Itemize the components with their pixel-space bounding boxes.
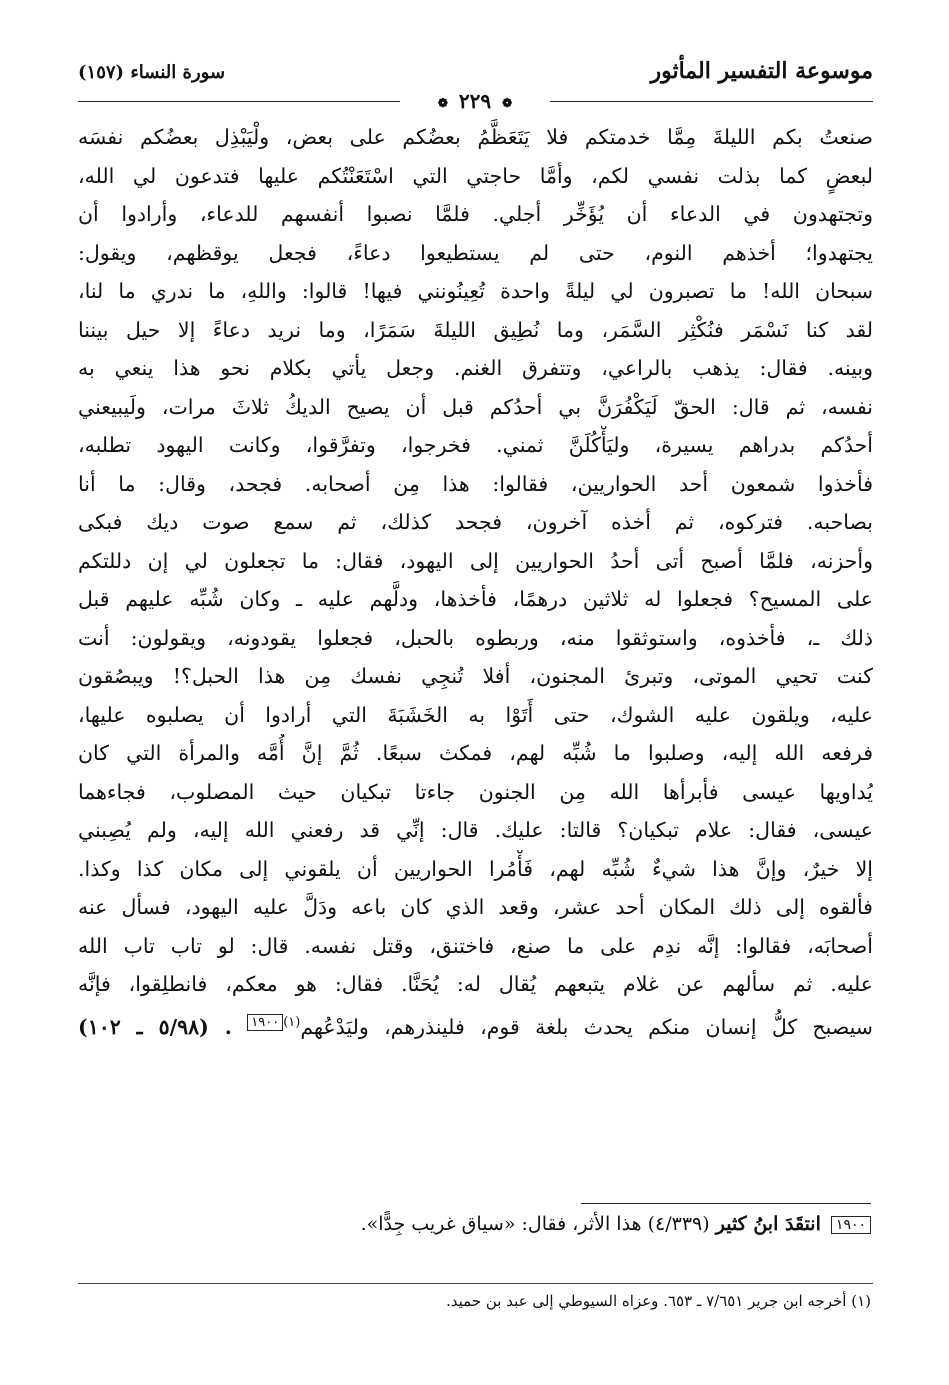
text-line: بصاحبه. فتركوه، ثم أخذه آخرون، فجحد كذلك، ثم سمع صوت ديك فبكى [78,510,873,534]
text-line: يجتهدوا؛ أخذهم النوم، حتى لم يستطيعوا دعاءً، فجعل يوقظهم، ويقول: [78,240,873,265]
note-separator [581,1203,871,1204]
footnote-marker: (١) [283,1014,301,1030]
text-line: كنت تحيي الموتى، وتبرئ المجنون، أفلا تُنجِي نفسك مِن هذا الحبل؟! ويبصُقون [78,664,873,688]
text-line: عليه. ثم سألهم عن غلام يتبعهم يُقال له: يُحَنَّا. فقال: هو معكم، فانطلِقوا، فإنَّه [78,972,873,996]
note-number-box: ١٩٠٠ [831,1216,871,1234]
surah-label: سورة النساء (١٥٧) [78,62,226,83]
text-line: إلا خيرٌ، وإنَّ هذا شيءٌ شُبِّه لهم، فَأْمُرا الحواريين أن يلقوني إلى مكان كذا وكذا. [78,856,873,881]
text-line: فرفعه الله إليه، وصلبوا ما شُبِّه لهم، فمكث سبعًا. ثُمَّ إنَّ أُمَّه والمرأة التي كان [78,741,873,765]
text-line: صنعتُ بكم الليلةَ مِمَّا خدمتكم فلا يَتَعَظَّمُ بعضُكم على بعض، ولْيَبْذِل بعضُكم نفسَه [78,125,873,149]
page-number: ٢٢٩ [458,89,492,113]
footnote: (١) أخرجه ابن جرير ٧/٦٥١ ـ ٦٥٣. وعزاه السيوطي إلى عبد بن حميد. [445,1292,871,1310]
text-line: فأخذوا شمعون أحد الحواريين، فقالوا: هذا مِن أصحابه. فجحد، وقال: ما أنا [78,471,873,496]
text-line: وبينه. فقال: يذهب بالراعي، وتتفرق الغنم. وجعل يأتي بكلام نحو هذا ينعي به [78,356,873,380]
text-line: وتجتهدون في الدعاء أن يُؤَخِّر أجلي. فلمَّا نصبوا أنفسهم للدعاء، وأرادوا أن [78,202,873,226]
text-line: لبعضٍ كما بذلت نفسي لكم، وأمَّا حاجتي التي اسْتَعَنْتُكم عليها فتدعون لي الله، [78,163,873,188]
text-line: نفسه، ثم قال: الحقّ لَيَكْفُرَنَّ بي أحدُكم قبل أن يصيح الديكُ ثلاثَ مرات، ولَيبيعني [78,394,873,419]
text-line: أحدُكم بدراهم يسيرة، وليَأْكُلَنَّ ثمني. فخرجوا، وتفرَّقوا، وكانت اليهود تطلبه، [78,433,873,457]
text-line: لقد كنا نَسْمَر فنُكْثِر السَّمَر، وما نُطِيق الليلةَ سَمَرًا، وما نريد دعاءً إلا حيل بيننا [78,317,873,342]
note-marker-box: ١٩٠٠ [247,1014,283,1031]
main-text [78,118,873,1196]
text-line: سبحان الله! ما تصبرون لي ليلةً واحدة تُعِينُونني فيها! قالوا: واللهِ، ما ندري ما لنا، [78,279,873,303]
text-line: عيسى، فقال: علام تبكيان؟ قالتا: عليك. قال: إنِّي قد رفعني الله إليه، ولم يُصِبني [78,818,873,842]
text-line: أصحابَه، فقالوا: إنَّه ندِم على ما صنع، فاختنق، وقتل نفسه. قال: لو تاب تاب الله [78,933,873,958]
ornament-icon: ❁ [437,95,448,110]
last-line-text: سيصبح كلُّ إنسان منكم يحدث بلغة قوم، فلينذرهم، وليَدْعُهم [300,1014,873,1039]
text-line: عليه، ويلقون عليه الشوك، حتى أَتَوْا به الخَشَبَةَ التي أرادوا أن يصلبوه عليها، [78,702,873,727]
text-line: ذلك ـ، فأخذوه، واستوثقوا منه، وربطوه بالحبل، فجعلوا يقودونه، ويقولون: أنت [78,625,873,650]
footnote-separator [78,1283,873,1284]
source-reference: . (٥/٩٨ ـ ١٠٢) [78,1014,232,1039]
page-number-block [400,88,550,114]
text-line: على المسيح؟ فجعلوا له ثلاثين درهمًا، فأخذها، ودلَّهم عليه ـ وكان شُبِّه عليهم قبل [78,587,873,611]
text-line: يُداويها عيسى فأبرأها الله مِن الجنون جاءتا تبكيان حيث المصلوب، فجاءهما [78,779,873,804]
text-line: فألقوه إلى ذلك المكان أحد عشر، وقعد الذي كان باعه ودَلَّ عليه اليهود، فسأل عنه [78,895,873,919]
note-scholar: انتقَدَ ابنُ كثير [715,1213,821,1235]
text-line-last [78,1004,873,1043]
text-line: وأحزنه، فلمَّا أصبح أتى أحدُ الحواريين إلى اليهود، فقال: ما تجعلون لي إن دللتكم [78,548,873,573]
book-title: موسوعة التفسير المأثور [650,58,873,84]
note-text: (٤/٣٣٩) هذا الأثر، فقال: «سياق غريب جِدًّا». [360,1213,710,1235]
scholar-note [76,1209,871,1239]
ornament-icon: ❁ [502,95,513,110]
